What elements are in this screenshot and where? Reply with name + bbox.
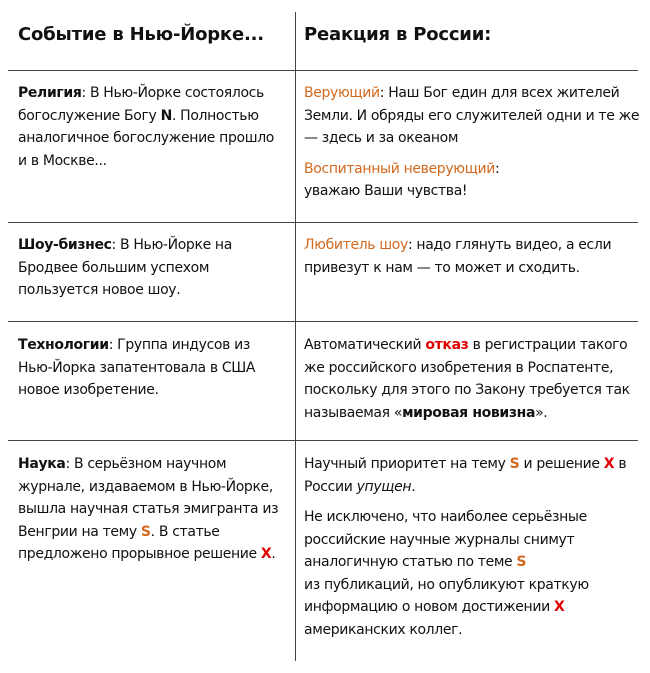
nonbeliever-colon: : — [495, 160, 500, 177]
nonbeliever-text: уважаю Ваши чувства! — [304, 183, 468, 199]
row-tech-event — [18, 334, 258, 402]
patent-reaction — [304, 334, 640, 424]
column-divider — [295, 12, 296, 661]
tech-event-text — [18, 334, 258, 402]
patent-text-b: в регистрации такого же российского изобретения в Роспатенте, поскольку для этого по Закону требуется так называемая « — [304, 337, 630, 421]
science-text-c: . — [271, 546, 276, 562]
show-fan-text: : надо глянуть видео, а если привезут к нам — то может и сходить. — [304, 237, 612, 276]
show-fan-label: Любитель шоу — [304, 237, 408, 253]
religion-event-text — [18, 82, 286, 172]
row-divider-header — [8, 70, 638, 71]
row-tech-reaction — [304, 334, 640, 424]
missed-word: упущен — [356, 478, 412, 495]
journals-text-b: из публикаций, но опубликуют краткую информацию о новом достижении — [304, 576, 589, 615]
row-science-event — [18, 453, 288, 566]
believer-label: Верующий — [304, 85, 380, 101]
priority-text-b: и решение — [519, 456, 604, 472]
patent-text-c: ». — [535, 404, 548, 421]
priority-reaction — [304, 453, 634, 498]
row-religion-event — [18, 82, 286, 172]
religion-text-a: : В Нью-Йорке состоялось богослужение Богу — [18, 85, 264, 124]
tech-text: : Группа индусов из Нью-Йорка запатентовала в США новое изобретение. — [18, 337, 256, 398]
journals-text-a: Не исключено, что наиболее серьёзные российские научные журналы снимут аналогичную статью по теме — [304, 509, 587, 570]
show-text: : В Нью-Йорке на Бродвее большим успехом пользуется новое шоу. — [18, 237, 232, 298]
journals-reaction — [304, 506, 634, 641]
priority-x-mark: X — [603, 456, 615, 472]
refusal-word: отказ — [425, 337, 469, 353]
science-text-b: . В статье предложено прорывное решение — [18, 523, 261, 562]
show-fan-reaction — [304, 234, 640, 279]
nonbeliever-label: Воспитанный неверующий — [304, 160, 496, 177]
row-science-reaction — [304, 453, 634, 641]
row-divider-1 — [8, 222, 638, 223]
science-label: Наука — [18, 456, 66, 472]
novelty-term: мировая новизна — [402, 404, 536, 421]
journals-x-mark: X — [553, 599, 565, 615]
row-religion-reaction — [304, 82, 640, 203]
journals-text-c: американских коллег. — [304, 621, 463, 638]
religion-text-b: . Полностью аналогичное богослужение прошло и в Москве... — [18, 107, 275, 169]
god-mark: N — [160, 107, 172, 124]
show-event-text — [18, 234, 258, 302]
header-left: Событие в Нью-Йорке... — [18, 24, 264, 45]
row-show-event — [18, 234, 258, 302]
science-text-a: : В серьёзном научном журнале, издаваемом в Нью-Йорке, вышла научная статья эмигранта из Венгрии на тему — [18, 456, 279, 540]
priority-text-a: Научный приоритет на тему — [304, 456, 510, 472]
journals-s-mark: S — [516, 554, 527, 570]
row-divider-3 — [8, 440, 638, 441]
patent-text-a: Автоматический — [304, 337, 426, 353]
science-event-text — [18, 453, 288, 566]
believer-reaction — [304, 82, 640, 150]
header-right: Реакция в России: — [304, 24, 492, 45]
tech-label: Технологии — [18, 337, 109, 353]
row-divider-2 — [8, 321, 638, 322]
show-label: Шоу-бизнес — [18, 237, 112, 253]
believer-text: : Наш Бог един для всех жителей Земли. И обряды его служителей одни и те же — здесь и за океаном — [304, 85, 640, 146]
priority-s-mark: S — [509, 456, 520, 472]
religion-label: Религия — [18, 85, 82, 101]
nonbeliever-reaction — [304, 158, 640, 203]
priority-text-d: . — [411, 478, 416, 495]
solution-x-mark: X — [260, 546, 272, 562]
topic-s-mark: S — [140, 523, 151, 540]
row-show-reaction — [304, 234, 640, 279]
priority-text-c: в России — [304, 456, 627, 495]
